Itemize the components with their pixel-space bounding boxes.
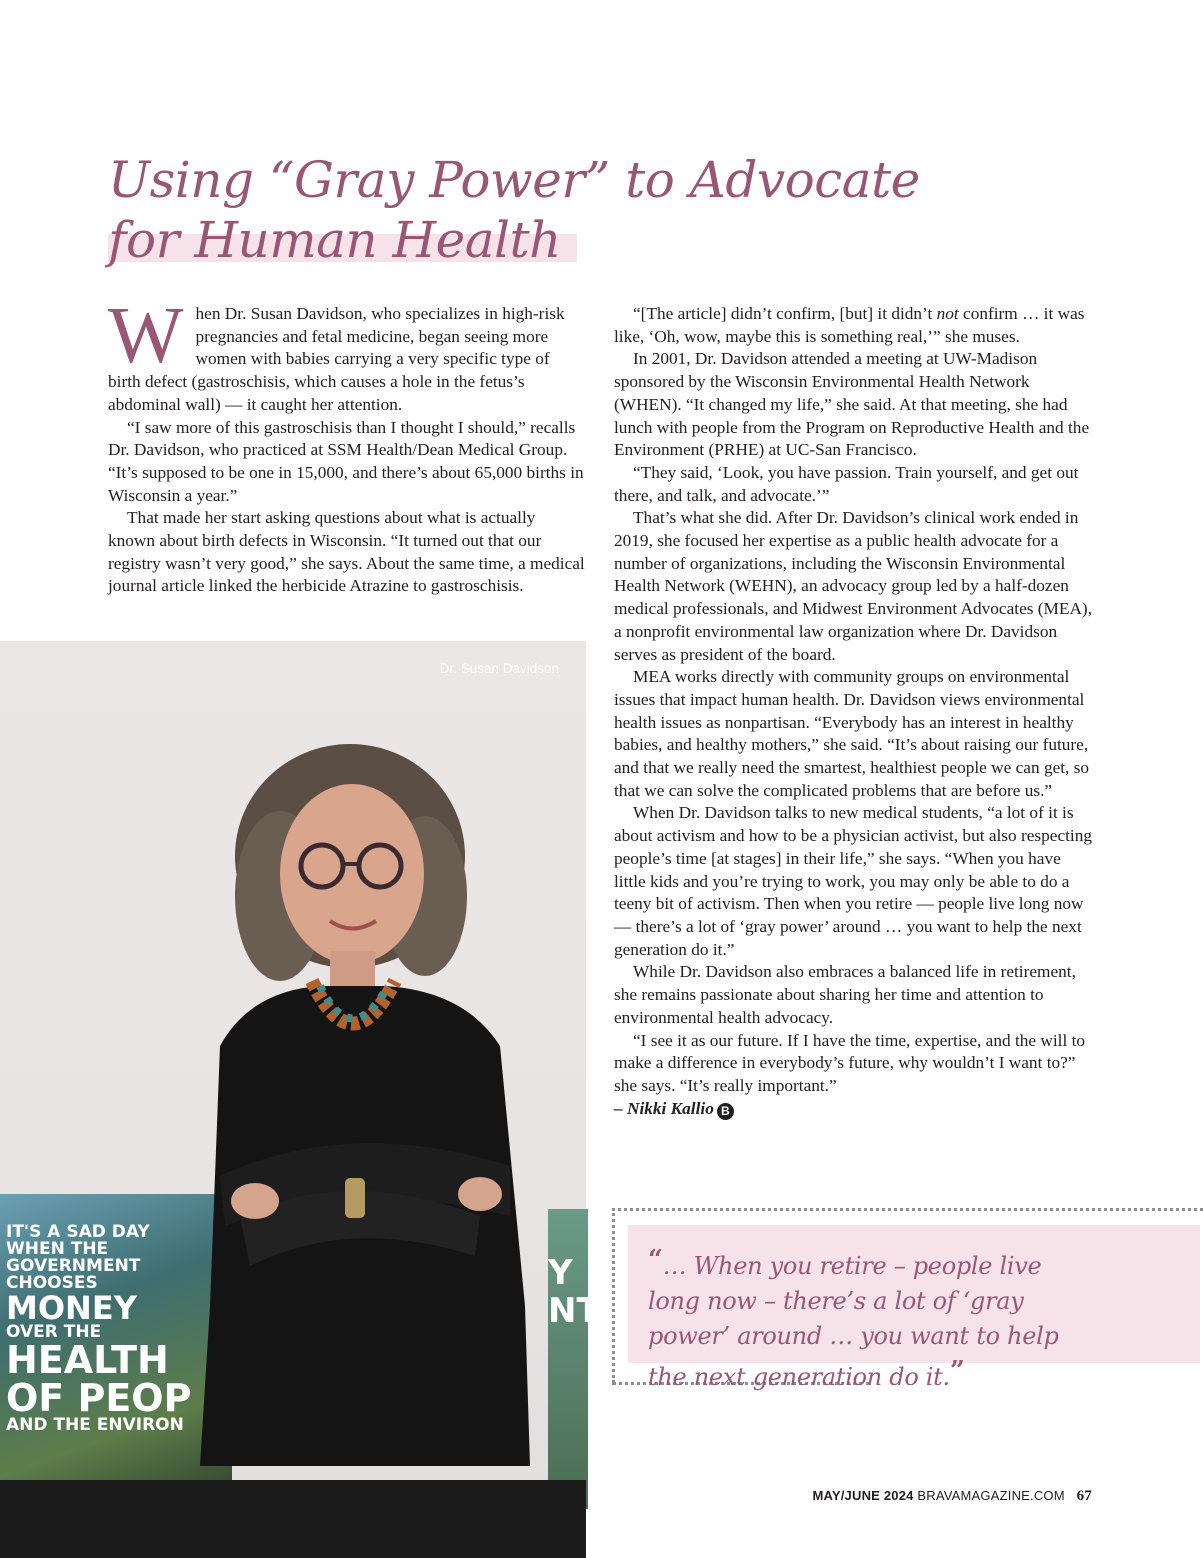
woman-portrait-figure — [180, 746, 570, 1546]
title-line-1: Using “Gray Power” to Advocate — [108, 151, 920, 209]
paragraph: “They said, ‘Look, you have passion. Train yourself, and get out there, and talk, and advocate.’” — [614, 462, 1079, 505]
paragraph: That’s what she did. After Dr. Davidson’s clinical work ended in 2019, she focused her expertise as a public health advocate for a number of organizations, including the Wisconsin Environmental Health Network (WEHN), an advocacy group led by a half-dozen medical professionals, and Midwest Environment Advocates (MEA), a nonprofit environmental law organization where Dr. Davidson serves as president of the board. — [614, 508, 1093, 664]
poster-line: MONEY — [6, 1289, 137, 1327]
paragraph-text: confirm … it was like, ‘Oh, wow, maybe this is something real,’” she muses. — [614, 304, 1085, 346]
bracelet-icon — [345, 1178, 365, 1218]
paragraph: In 2001, Dr. Davidson attended a meeting at UW-Madison sponsored by the Wisconsin Environmental Health Network (WHEN). “It changed my life,” she said. At that meeting, she had lunch with people from the Program on Reproductive Health and the Environment (PRHE) at UC-San Francisco. — [614, 349, 1090, 460]
portrait-photo — [0, 641, 600, 1558]
article-title — [108, 150, 1108, 270]
emphasis-text: not — [936, 304, 959, 323]
poster-line: Y — [548, 1253, 573, 1293]
end-mark-icon: B — [717, 1103, 734, 1120]
poster-line: HEALTH — [6, 1338, 169, 1382]
paragraph — [614, 303, 1096, 348]
poster-line: CHOOSES — [6, 1273, 98, 1293]
photo-caption: Dr. Susan Davidson — [439, 661, 559, 676]
article-column-left — [108, 292, 586, 598]
pullquote-body: … When you retire – people live long now – there’s a lot of ‘gray power’ around … you want to help the next generation do it. — [648, 1252, 1059, 1391]
paragraph: That made her start asking questions about what is actually known about birth defects in Wisconsin. “It turned out that our registry wasn’t very good,” she says. About the same time, a medical journal article linked the herbicide Atrazine to gastroschisis. — [108, 508, 585, 596]
paragraph: MEA works directly with community groups on environmental issues that impact human health. Dr. Davidson views environmental health issues as nonpartisan. “Everybody has an interest in healthy babies, and healthy mothers,” she said. “It’s about raising our future, and that we really need the smartest, healthiest people we can get, so that we can solve the complicated problems that are before us.” — [614, 667, 1090, 800]
poster-line: WHEN THE — [6, 1239, 109, 1259]
author-name: – Nikki Kallio — [614, 1098, 714, 1118]
paragraph-text: hen Dr. Susan Davidson, who specializes in high-risk pregnancies and fetal medicine, began seeing more women with babies carrying a very specific type of birth defect (gastroschisis, which causes a hole in the fetus’s abdominal wall) — it caught her attention. — [108, 304, 565, 414]
open-quote-icon: “ — [648, 1245, 663, 1275]
poster-line: OF PEOP — [6, 1376, 192, 1420]
pullquote-text — [648, 1243, 1098, 1395]
poster-line: AND THE ENVIRON — [6, 1415, 184, 1435]
paragraph: While Dr. Davidson also embraces a balanced life in retirement, she remains passionate about sharing her time and attention to environmental health advocacy. — [614, 962, 1076, 1027]
poster-line: OVER THE — [6, 1322, 102, 1342]
lead-paragraph — [108, 292, 586, 417]
poster-line: IT'S A SAD DAY — [6, 1222, 150, 1242]
title-line-2: for Human Health — [108, 211, 577, 269]
poster-text — [6, 1224, 191, 1434]
byline — [614, 1098, 1096, 1121]
website: BRAVAMAGAZINE.COM — [917, 1488, 1065, 1503]
poster-line: NT — [548, 1291, 600, 1331]
issue-date: MAY/JUNE 2024 — [812, 1488, 914, 1503]
paragraph: When Dr. Davidson talks to new medical students, “a lot of it is about activism and how to be a physician activist, but also respecting people’s time [at stages] in their life,” she says. “When you have little kids and you’re trying to work, you may only be able to do a teeny bit of activism. Then when you retire — people live long now — there’s a lot of ‘gray power’ around … you want to help the next generation do it.” — [614, 803, 1093, 959]
paragraph-text: “[The article] didn’t confirm, [but] it didn’t — [633, 304, 937, 323]
poster-line: GOVERNMENT — [6, 1256, 141, 1276]
page-footer — [812, 1488, 1092, 1505]
article-column-right — [614, 303, 1096, 1120]
drop-cap: W — [108, 292, 184, 380]
page-number: 67 — [1076, 1488, 1092, 1504]
close-quote-icon: ” — [949, 1356, 965, 1386]
paragraph: “I see it as our future. If I have the time, expertise, and the will to make a difference in everybody’s future, why wouldn’t I want to?” she says. “It’s really important.” — [614, 1030, 1086, 1095]
paragraph: “I saw more of this gastroschisis than I thought I should,” recalls Dr. Davidson, who practiced at SSM Health/Dean Medical Group. “It’s supposed to be one in 15,000, and there’s about 65,000 births in Wisconsin a year.” — [108, 417, 584, 505]
